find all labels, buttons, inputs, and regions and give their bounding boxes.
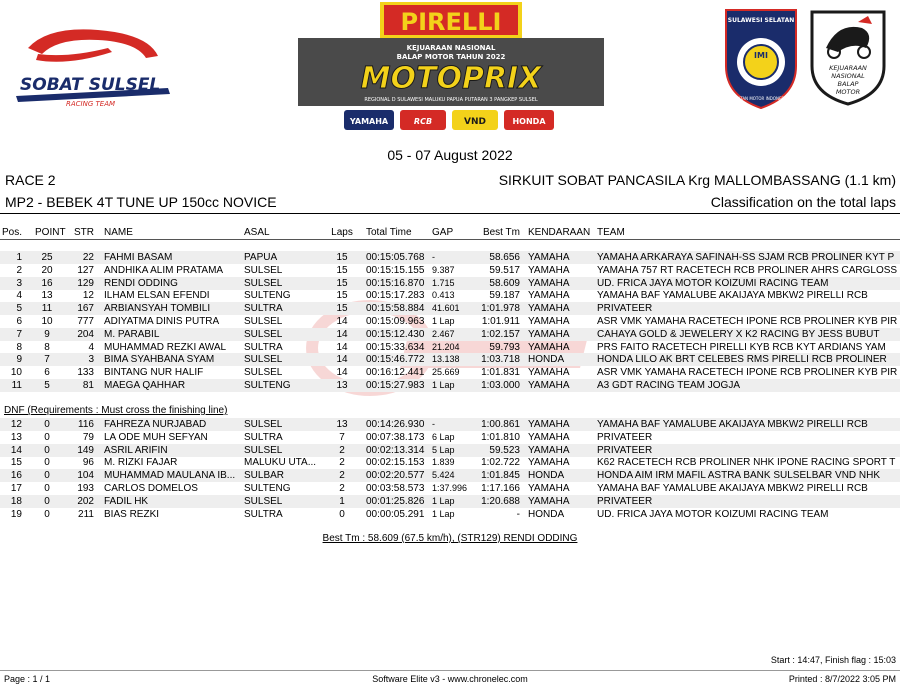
cell-best-tm: 58.609: [489, 277, 520, 289]
sobat-sulsel-logo: [8, 18, 178, 108]
cell-laps: 2: [339, 483, 345, 494]
col-header-str: STR: [74, 227, 94, 238]
cell-gap: -: [432, 419, 435, 429]
cell-team: YAMAHA ARKARAYA SAFINAH-SS SJAM RCB PROLINER KYT P: [597, 252, 895, 263]
cell-point: 10: [41, 316, 53, 327]
svg-text:MOTOR: MOTOR: [835, 88, 861, 96]
cell-asal: SULTRA: [244, 341, 283, 353]
svg-text:KEJUARAAN: KEJUARAAN: [829, 64, 867, 72]
cell-point: 20: [41, 264, 53, 276]
cell-laps: 2: [339, 470, 345, 482]
cell-name: ASRIL ARIFIN: [104, 444, 168, 456]
cell-str: 12: [82, 290, 94, 302]
cell-gap: 13.138: [432, 354, 460, 365]
cell-laps: 15: [336, 303, 348, 315]
cell-gap: 2.467: [432, 328, 455, 339]
cell-name: FADIL HK: [104, 495, 149, 507]
cell-str: 129: [77, 277, 94, 289]
cell-team: YAMAHA BAF YAMALUBE AKAIJAYA MBKW2 PIRELLI RCB: [597, 483, 868, 494]
cell-str: 104: [77, 470, 94, 482]
col-header-total-time: Total Time: [366, 227, 412, 238]
cell-point: 0: [44, 495, 50, 507]
svg-text:REGIONAL D SULAWESI MALUKU PAP: REGIONAL D SULAWESI MALUKU PAPUA PUTARAN 3 PANGKEP SULSEL: [364, 97, 538, 103]
cell-best-tm: 59.793: [489, 341, 520, 353]
cell-gap: -: [432, 252, 435, 262]
cell-team: ASR VMK YAMAHA RACETECH IPONE RCB PROLINER KYB PIR: [597, 367, 898, 379]
cell-gap: 25.669: [432, 367, 460, 378]
page-number: Page : 1 / 1: [4, 674, 51, 684]
table-row: [0, 508, 900, 521]
cell-total-time: 00:15:15.155: [366, 264, 425, 276]
cell-pos: 8: [16, 341, 22, 353]
cell-str: 211: [78, 508, 94, 520]
cell-point: 0: [44, 508, 50, 520]
cell-pos: 14: [10, 444, 22, 456]
cell-point: 0: [44, 444, 50, 456]
cell-best-tm: 1:01.831: [481, 367, 520, 379]
col-header-kendaraan: KENDARAAN: [528, 227, 591, 238]
cell-gap: 41.601: [432, 303, 460, 314]
cell-kendaraan: YAMAHA: [528, 431, 570, 443]
cell-total-time: 00:15:09.963: [366, 316, 425, 327]
cell-total-time: 00:02:15.153: [366, 457, 425, 469]
cell-gap: 1 Lap: [432, 508, 455, 519]
imi-sulsel-badge-logo: [722, 6, 800, 110]
cell-team: PRIVATEER: [597, 444, 653, 456]
table-row: [0, 482, 900, 495]
cell-name: ADIYATMA DINIS PUTRA: [104, 316, 220, 327]
cell-laps: 14: [336, 341, 348, 353]
cell-name: M. RIZKI FAJAR: [104, 457, 178, 469]
event-date: 05 - 07 August 2022: [387, 147, 513, 163]
cell-pos: 4: [16, 290, 22, 302]
cell-point: 6: [44, 367, 50, 379]
classification-label: Classification on the total laps: [710, 194, 896, 210]
dnf-title: DNF (Requirements : Must cross the finishing line): [4, 405, 228, 416]
start-finish-times: Start : 14:47, Finish flag : 15:03: [770, 655, 896, 665]
cell-asal: SULBAR: [244, 470, 285, 482]
cell-pos: 7: [16, 328, 22, 340]
cell-pos: 2: [16, 264, 22, 276]
cell-kendaraan: YAMAHA: [528, 341, 570, 353]
cell-gap: 0.413: [432, 290, 455, 301]
cell-pos: 12: [10, 419, 22, 430]
cell-gap: 5 Lap: [432, 444, 455, 455]
cell-total-time: 00:15:12.430: [366, 328, 425, 340]
table-row: [0, 353, 900, 366]
header-divider: [0, 213, 900, 214]
cell-best-tm: 59.523: [489, 444, 520, 456]
cell-asal: SULTENG: [244, 483, 291, 494]
table-row: [0, 315, 900, 328]
cell-name: ARBIANSYAH TOMBILI: [104, 303, 211, 315]
cell-best-tm: 58.656: [489, 252, 520, 263]
cell-asal: MALUKU UTA...: [244, 457, 317, 469]
cell-best-tm: 1:17.166: [481, 483, 520, 494]
svg-text:BALAP: BALAP: [837, 80, 859, 88]
cell-pos: 16: [10, 470, 22, 482]
cell-pos: 11: [11, 380, 22, 391]
cell-total-time: 00:15:46.772: [366, 354, 425, 366]
cell-total-time: 00:15:58.884: [366, 303, 425, 315]
cell-total-time: 00:16:12.441: [366, 367, 425, 379]
cell-pos: 18: [10, 495, 22, 507]
column-header-divider: [0, 239, 900, 240]
table-row: [0, 456, 900, 469]
cell-gap: 1 Lap: [432, 495, 455, 506]
cell-str: 167: [77, 303, 94, 315]
cell-best-tm: 1:02.722: [481, 457, 520, 469]
cell-kendaraan: YAMAHA: [528, 457, 570, 469]
software-credit: Software Elite v3 - www.chronelec.com: [372, 674, 528, 684]
cell-laps: 2: [339, 457, 345, 469]
cell-gap: 1:37.996: [432, 483, 468, 493]
cell-team: UD. FRICA JAYA MOTOR KOIZUMI RACING TEAM: [597, 508, 829, 520]
cell-point: 13: [41, 290, 53, 302]
cell-kendaraan: YAMAHA: [528, 290, 570, 302]
cell-kendaraan: YAMAHA: [528, 483, 570, 494]
svg-text:IMI: IMI: [754, 51, 768, 60]
kejurnas-balap-motor-logo: [808, 8, 888, 106]
cell-name: LA ODE MUH SEFYAN: [104, 431, 208, 443]
cell-str: 149: [77, 444, 94, 456]
cell-gap: 1.839: [432, 457, 455, 468]
cell-best-tm: 59.187: [489, 290, 520, 302]
cell-pos: 13: [10, 431, 22, 443]
cell-asal: SULSEL: [244, 316, 283, 327]
cell-asal: SULSEL: [244, 367, 283, 379]
cell-name: ANDHIKA ALIM PRATAMA: [104, 264, 224, 276]
footer-divider: [0, 670, 900, 671]
cell-team: ASR VMK YAMAHA RACETECH IPONE RCB PROLINER KYB PIR: [597, 316, 898, 327]
cell-best-tm: 1:03.718: [481, 354, 520, 366]
cell-team: HONDA AIM IRM MAFIL ASTRA BANK SULSELBAR VND NHK: [597, 470, 881, 482]
cell-team: YAMAHA BAF YAMALUBE AKAIJAYA MBKW2 PIRELLI RCB: [597, 419, 868, 430]
cell-str: 193: [77, 483, 94, 494]
cell-point: 9: [44, 328, 50, 340]
cell-team: YAMAHA BAF YAMALUBE AKAIJAYA MBKW2 PIRELLI RCB: [597, 290, 868, 302]
cell-team: UD. FRICA JAYA MOTOR KOIZUMI RACING TEAM: [597, 277, 829, 289]
cell-best-tm: 1:03.000: [481, 380, 520, 391]
cell-str: 127: [77, 264, 94, 276]
cell-kendaraan: YAMAHA: [528, 495, 570, 507]
cell-asal: SULSEL: [244, 419, 283, 430]
cell-team: CAHAYA GOLD & JEWELERY X K2 RACING BY JESS BUBUT: [597, 328, 880, 340]
cell-point: 0: [44, 470, 50, 482]
cell-laps: 13: [336, 419, 348, 430]
col-header-best-tm: Best Tm: [482, 227, 520, 238]
cell-pos: 1: [16, 252, 22, 263]
cell-name: ILHAM ELSAN EFENDI: [104, 290, 210, 302]
cell-total-time: 00:14:26.930: [366, 419, 425, 430]
cell-laps: 7: [339, 431, 345, 443]
cell-gap: 1 Lap: [432, 316, 455, 326]
table-row: [0, 251, 900, 264]
col-header-point: POINT: [35, 227, 66, 238]
cell-str: 79: [82, 431, 94, 443]
cell-kendaraan: HONDA: [528, 470, 565, 482]
cell-str: 202: [77, 495, 94, 507]
table-row: [0, 264, 900, 277]
cell-team: PRIVATEER: [597, 495, 653, 507]
cell-gap: 1 Lap: [432, 380, 455, 390]
col-header-team: TEAM: [597, 227, 625, 238]
cell-name: MUHAMMAD MAULANA IB...: [104, 470, 236, 482]
table-row: [0, 495, 900, 508]
cell-laps: 13: [336, 380, 348, 391]
svg-text:YAMAHA: YAMAHA: [349, 117, 389, 126]
table-row: [0, 341, 900, 354]
cell-str: 81: [82, 380, 94, 391]
cell-kendaraan: YAMAHA: [528, 444, 570, 456]
best-lap-summary: Best Tm : 58.609 (67.5 km/h), (STR129) RENDI ODDING: [322, 533, 578, 544]
cell-asal: SULTENG: [244, 380, 291, 391]
cell-kendaraan: YAMAHA: [528, 380, 570, 391]
cell-total-time: 00:15:27.983: [366, 380, 425, 391]
svg-text:SOBAT SULSEL: SOBAT SULSEL: [20, 75, 161, 95]
svg-text:PIRELLI: PIRELLI: [400, 8, 502, 36]
cell-asal: PAPUA: [244, 252, 278, 263]
col-header-laps: Laps: [331, 227, 353, 238]
cell-team: K62 RACETECH RCB PROLINER NHK IPONE RACING SPORT T: [597, 457, 896, 469]
cell-team: YAMAHA 757 RT RACETECH RCB PROLINER AHRS CARGLOSS: [597, 264, 898, 276]
cell-kendaraan: YAMAHA: [528, 252, 570, 263]
svg-text:MOTOPRIX: MOTOPRIX: [360, 61, 542, 96]
cell-name: FAHMI BASAM: [104, 252, 173, 263]
cell-str: 204: [77, 328, 94, 340]
cell-gap: 1.715: [432, 277, 455, 288]
cell-name: RENDI ODDING: [104, 277, 178, 289]
cell-kendaraan: YAMAHA: [528, 303, 570, 315]
cell-laps: 2: [339, 444, 345, 456]
cell-pos: 6: [16, 316, 22, 327]
cell-gap: 21.204: [432, 341, 460, 352]
svg-text:KEJUARAAN NASIONAL: KEJUARAAN NASIONAL: [406, 44, 496, 52]
svg-text:RCB: RCB: [413, 117, 433, 126]
cell-total-time: 00:01:25.826: [366, 495, 425, 507]
cell-team: A3 GDT RACING TEAM JOGJA: [597, 380, 740, 391]
cell-point: 25: [41, 252, 53, 263]
cell-str: 3: [88, 354, 94, 366]
table-row: [0, 289, 900, 302]
cell-kendaraan: YAMAHA: [528, 277, 570, 289]
cell-name: BINTANG NUR HALIF: [104, 367, 204, 379]
class-name: MP2 - BEBEK 4T TUNE UP 150cc NOVICE: [5, 194, 277, 210]
cell-point: 7: [44, 354, 50, 366]
cell-gap: 5.424: [432, 470, 455, 481]
cell-best-tm: 1:01.845: [481, 470, 520, 482]
cell-str: 22: [82, 252, 94, 263]
cell-best-tm: 1:01.911: [481, 316, 520, 327]
cell-asal: SULTRA: [244, 431, 283, 443]
table-row: [0, 328, 900, 341]
cell-gap: 6 Lap: [432, 431, 455, 442]
svg-text:HONDA: HONDA: [512, 117, 546, 126]
cell-laps: 14: [336, 354, 348, 366]
col-header-gap: GAP: [432, 227, 454, 238]
cell-asal: SULSEL: [244, 277, 283, 289]
cell-asal: SULSEL: [244, 328, 283, 340]
cell-name: BIMA SYAHBANA SYAM: [104, 354, 215, 366]
printed-timestamp: Printed : 8/7/2022 3:05 PM: [788, 674, 896, 684]
cell-laps: 14: [336, 328, 348, 340]
cell-best-tm: 59.517: [489, 264, 520, 276]
cell-point: 8: [44, 341, 50, 353]
cell-name: MAEGA QAHHAR: [104, 380, 186, 391]
cell-str: 133: [77, 367, 94, 379]
cell-best-tm: 1:00.861: [481, 419, 520, 430]
cell-best-tm: -: [516, 508, 520, 520]
table-row: [0, 444, 900, 457]
cell-team: PRS FAITO RACETECH PIRELLI KYB RCB KYT ARDIANS YAM: [597, 341, 886, 353]
col-header-pos: Pos.: [1, 227, 22, 238]
cell-laps: 15: [336, 277, 348, 289]
cell-laps: 1: [339, 495, 345, 507]
cell-total-time: 00:00:05.291: [366, 508, 425, 520]
cell-asal: SULTRA: [244, 508, 283, 520]
cell-str: 4: [88, 341, 94, 353]
cell-name: MUHAMMAD REZKI AWAL: [104, 341, 227, 353]
col-header-name: NAME: [104, 227, 133, 238]
cell-name: M. PARABIL: [104, 328, 160, 340]
motoprix-event-logo: [298, 2, 604, 134]
cell-total-time: 00:07:38.173: [366, 431, 425, 443]
cell-point: 16: [41, 277, 53, 289]
cell-point: 0: [44, 483, 50, 494]
cell-laps: 14: [336, 367, 348, 379]
cell-point: 0: [44, 431, 50, 443]
cell-laps: 14: [336, 316, 348, 327]
svg-text:SULAWESI SELATAN: SULAWESI SELATAN: [727, 17, 795, 24]
cell-pos: 19: [10, 508, 22, 520]
cell-best-tm: 1:01.978: [481, 303, 520, 315]
cell-pos: 3: [16, 277, 22, 289]
cell-point: 0: [44, 419, 50, 430]
cell-total-time: 00:15:05.768: [366, 252, 425, 263]
cell-point: 0: [44, 457, 50, 469]
svg-text:BALAP MOTOR TAHUN 2022: BALAP MOTOR TAHUN 2022: [396, 53, 506, 61]
circuit-name: SIRKUIT SOBAT PANCASILA Krg MALLOMBASSANG (1.1 km): [498, 172, 896, 188]
cell-kendaraan: YAMAHA: [528, 419, 570, 430]
cell-best-tm: 1:01.810: [481, 431, 520, 443]
table-row: [0, 469, 900, 482]
cell-total-time: 00:03:58.573: [366, 483, 425, 494]
svg-text:RACING TEAM: RACING TEAM: [66, 100, 116, 108]
cell-gap: 9.387: [432, 264, 455, 275]
cell-total-time: 00:02:20.577: [366, 470, 425, 482]
cell-pos: 17: [10, 483, 22, 494]
cell-kendaraan: YAMAHA: [528, 316, 570, 327]
cell-name: BIAS REZKI: [104, 508, 160, 520]
cell-total-time: 00:15:16.870: [366, 277, 425, 289]
cell-pos: 10: [10, 367, 22, 379]
cell-total-time: 00:15:17.283: [366, 290, 425, 302]
results-header-row: [0, 226, 900, 239]
cell-laps: 15: [336, 290, 348, 302]
cell-pos: 5: [16, 303, 22, 315]
cell-str: 96: [82, 457, 94, 469]
cell-asal: SULTENG: [244, 290, 291, 302]
cell-laps: 15: [336, 252, 348, 263]
cell-laps: 0: [339, 508, 345, 520]
cell-kendaraan: YAMAHA: [528, 328, 570, 340]
cell-pos: 15: [10, 457, 22, 469]
cell-best-tm: 1:02.157: [481, 328, 520, 340]
cell-total-time: 00:02:13.314: [366, 444, 425, 456]
cell-asal: SULTRA: [244, 303, 283, 315]
cell-kendaraan: HONDA: [528, 508, 565, 520]
cell-best-tm: 1:20.688: [481, 495, 520, 507]
cell-team: HONDA LILO AK BRT CELEBES RMS PIRELLI RCB PROLINER: [597, 354, 887, 366]
cell-asal: SULSEL: [244, 444, 283, 456]
cell-kendaraan: YAMAHA: [528, 367, 570, 379]
cell-kendaraan: HONDA: [528, 354, 565, 366]
cell-laps: 15: [336, 264, 348, 276]
cell-asal: SULSEL: [244, 495, 283, 507]
col-header-asal: ASAL: [244, 227, 270, 238]
svg-text:VND: VND: [464, 117, 486, 127]
table-row: [0, 418, 900, 431]
cell-point: 5: [44, 380, 50, 391]
svg-text:IKATAN MOTOR INDONESIA: IKATAN MOTOR INDONESIA: [734, 96, 788, 101]
cell-total-time: 00:15:33.634: [366, 341, 425, 353]
cell-str: 116: [78, 419, 94, 430]
cell-str: 777: [77, 316, 94, 327]
cell-kendaraan: YAMAHA: [528, 264, 570, 276]
table-row: [0, 431, 900, 444]
table-row: [0, 379, 900, 392]
cell-pos: 9: [16, 354, 22, 366]
table-row: [0, 366, 900, 379]
cell-name: FAHREZA NURJABAD: [104, 419, 207, 430]
cell-team: PRIVATEER: [597, 431, 653, 443]
cell-asal: SULSEL: [244, 354, 283, 366]
cell-team: PRIVATEER: [597, 303, 653, 315]
table-row: [0, 302, 900, 315]
svg-text:NASIONAL: NASIONAL: [831, 72, 865, 80]
cell-name: CARLOS DOMELOS: [104, 483, 198, 494]
table-row: [0, 277, 900, 290]
cell-asal: SULSEL: [244, 264, 283, 276]
cell-point: 11: [41, 303, 53, 315]
race-title: RACE 2: [5, 172, 56, 188]
